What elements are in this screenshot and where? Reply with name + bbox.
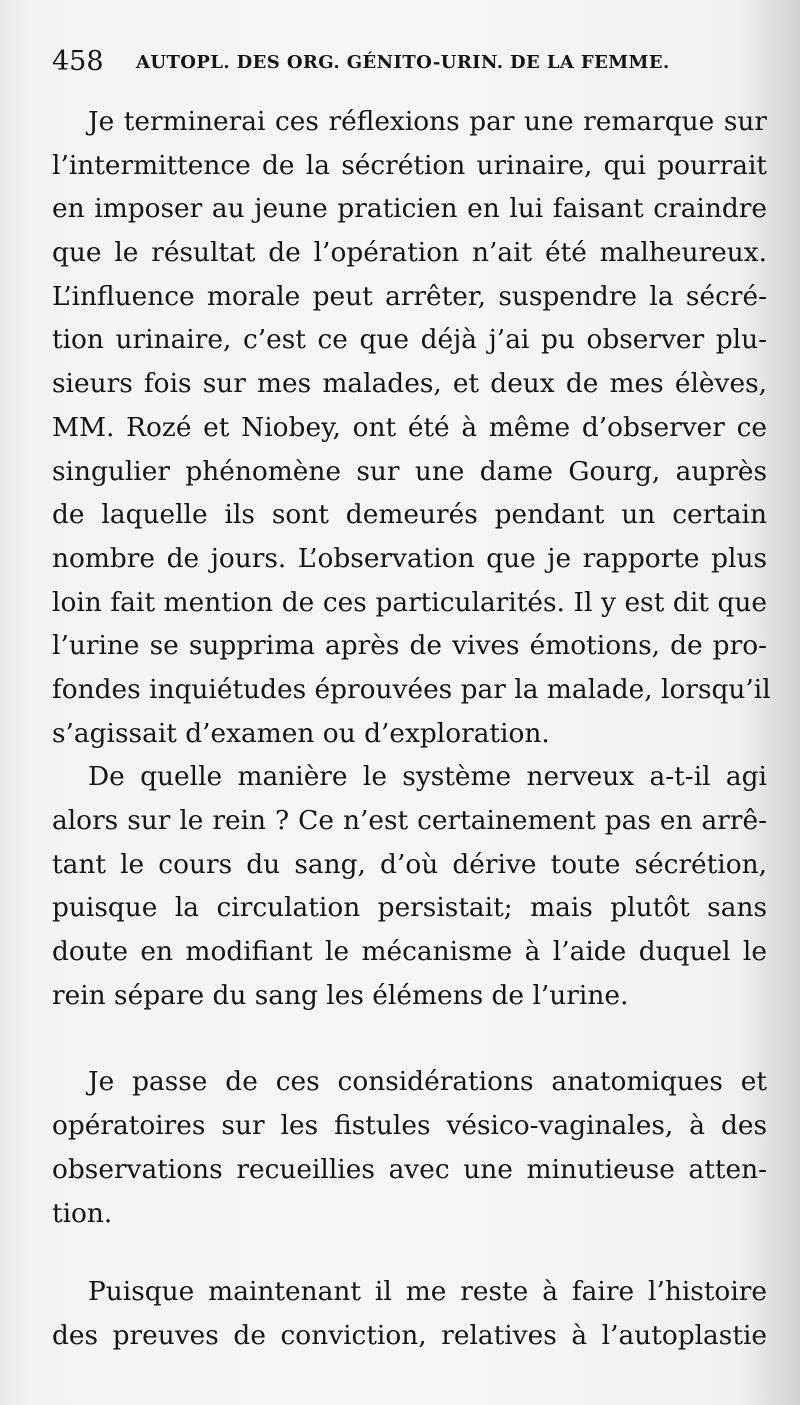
text-line: sieurs fois sur mes malades, et deux de mes élèves, (52, 368, 767, 400)
text-line: singulier phénomène sur une dame Gourg, auprès (52, 455, 767, 487)
paragraph-nervous-system (52, 755, 767, 1017)
text-body (52, 100, 771, 1358)
text-line: doute en modifiant le mécanisme à l’aide duquel le (52, 936, 767, 968)
paragraph-gap (52, 1235, 767, 1270)
text-line: observations recueillies avec une minutieuse atten- (52, 1153, 767, 1185)
text-line: que le résultat de l’opération n’ait été malheureux. (52, 237, 767, 269)
paragraph-gap (52, 1017, 767, 1060)
paragraph-autoplastie (52, 1270, 767, 1357)
text-line: des preuves de conviction, relatives à l’autoplastie (52, 1319, 767, 1351)
text-line: tant le cours du sang, d’où dérive toute sécrétion, (52, 848, 767, 880)
text-line: rein sépare du sang les élémens de l’urine. (52, 979, 629, 1011)
text-line: MM. Rozé et Niobey, ont été à même d’observer ce (52, 411, 767, 443)
text-line: l’intermittence de la sécrétion urinaire, qui pourrait (52, 149, 767, 181)
text-line: alors sur le rein ? Ce n’est certainement pas en arrê- (52, 805, 767, 836)
text-line: puisque la circulation persistait; mais plutôt sans (52, 892, 767, 924)
text-line: nombre de jours. L’observation que je rapporte plus (52, 542, 767, 574)
text-line: fondes inquiétudes éprouvées par la malade, lorsqu’il (52, 673, 771, 705)
running-title: AUTOPL. DES ORG. GÉNITO-URIN. DE LA FEMME. (136, 52, 670, 73)
text-line: Je terminerai ces réflexions par une remarque sur (88, 106, 767, 137)
text-line: loin fait mention de ces particularités. Il y est dit que (52, 586, 767, 618)
text-line: en imposer au jeune praticien en lui faisant craindre (52, 193, 767, 225)
running-head (52, 42, 752, 82)
text-line: opératoires sur les fistules vésico-vaginales, à des (52, 1110, 767, 1142)
text-line: De quelle manière le système nerveux a-t-il agi (88, 761, 767, 793)
text-line: L’influence morale peut arrêter, suspendre la sécré- (52, 280, 767, 312)
text-line: l’urine se supprima après de vives émotions, de pro- (52, 630, 767, 662)
text-line: tion urinaire, c’est ce que déjà j’ai pu observer plu- (52, 324, 767, 356)
text-line: s’agissait d’examen ou d’exploration. (52, 717, 550, 749)
text-line: de laquelle ils sont demeurés pendant un certain (52, 499, 767, 531)
paragraph-considerations (52, 1060, 767, 1235)
page-number: 458 (52, 46, 104, 77)
text-line: Puisque maintenant il me reste à faire l’histoire (88, 1276, 767, 1308)
paragraph-intermittence (52, 100, 771, 755)
text-line: tion. (52, 1197, 113, 1229)
text-line: Je passe de ces considérations anatomiques et (88, 1066, 767, 1098)
